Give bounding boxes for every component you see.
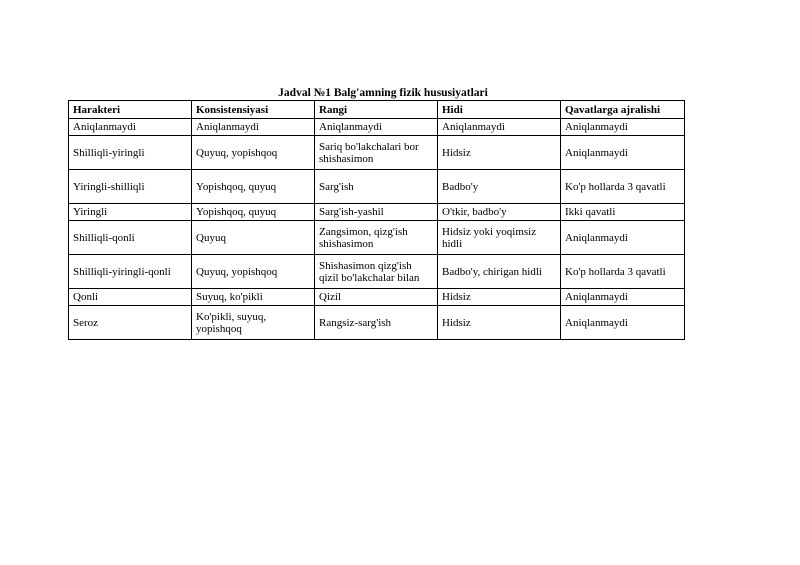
table-cell: Sarg'ish-yashil bbox=[315, 204, 438, 221]
column-header-rangi: Rangi bbox=[315, 101, 438, 119]
table-row bbox=[69, 221, 685, 255]
table-cell: Zangsimon, qizg'ish shishasimon bbox=[315, 221, 438, 255]
table-cell: Aniqlanmaydi bbox=[192, 119, 315, 136]
table-cell: Hidsiz bbox=[438, 306, 561, 340]
column-header-qavatlarga-ajralishi: Qavatlarga ajralishi bbox=[561, 101, 685, 119]
table-header-row bbox=[69, 101, 685, 119]
table-row bbox=[69, 289, 685, 306]
table-cell: Hidsiz yoki yoqimsiz hidli bbox=[438, 221, 561, 255]
table-cell: Yiringli-shilliqli bbox=[69, 170, 192, 204]
table-title: Jadval №1 Balg'amning fizik hususiyatlari bbox=[278, 87, 488, 99]
table-cell: Aniqlanmaydi bbox=[561, 289, 685, 306]
table-row bbox=[69, 136, 685, 170]
table-cell: Sariq bo'lakchalari bor shishasimon bbox=[315, 136, 438, 170]
table-cell: Ko'pikli, suyuq, yopishqoq bbox=[192, 306, 315, 340]
table-cell: Shishasimon qizg'ish qizil bo'lakchalar bilan bbox=[315, 255, 438, 289]
table-row bbox=[69, 204, 685, 221]
table-cell: Aniqlanmaydi bbox=[438, 119, 561, 136]
table-cell: Aniqlanmaydi bbox=[69, 119, 192, 136]
table-row bbox=[69, 119, 685, 136]
table-cell: Sarg'ish bbox=[315, 170, 438, 204]
table-row bbox=[69, 255, 685, 289]
table-cell: Quyuq, yopishqoq bbox=[192, 255, 315, 289]
table-cell: Ko'p hollarda 3 qavatli bbox=[561, 170, 685, 204]
table-row bbox=[69, 306, 685, 340]
table-cell: Ikki qavatli bbox=[561, 204, 685, 221]
table-cell: Qizil bbox=[315, 289, 438, 306]
table-cell: Hidsiz bbox=[438, 289, 561, 306]
table-cell: Yopishqoq, quyuq bbox=[192, 204, 315, 221]
table-cell: Aniqlanmaydi bbox=[561, 306, 685, 340]
table-cell: Quyuq bbox=[192, 221, 315, 255]
table-cell: Shilliqli-yiringli bbox=[69, 136, 192, 170]
table-cell: Shilliqli-yiringli-qonli bbox=[69, 255, 192, 289]
table-cell: Rangsiz-sarg'ish bbox=[315, 306, 438, 340]
table-cell: Ko'p hollarda 3 qavatli bbox=[561, 255, 685, 289]
table-cell: Yopishqoq, quyuq bbox=[192, 170, 315, 204]
column-header-konsistensiyasi: Konsistensiyasi bbox=[192, 101, 315, 119]
table-cell: Shilliqli-qonli bbox=[69, 221, 192, 255]
table-cell: Seroz bbox=[69, 306, 192, 340]
table-cell: Aniqlanmaydi bbox=[561, 136, 685, 170]
table-cell: Badbo'y, chirigan hidli bbox=[438, 255, 561, 289]
table-cell: Aniqlanmaydi bbox=[561, 119, 685, 136]
table-cell: Hidsiz bbox=[438, 136, 561, 170]
table-cell: Quyuq, yopishqoq bbox=[192, 136, 315, 170]
column-header-hidi: Hidi bbox=[438, 101, 561, 119]
table-cell: Qonli bbox=[69, 289, 192, 306]
table-cell: Aniqlanmaydi bbox=[315, 119, 438, 136]
column-header-harakteri: Harakteri bbox=[69, 101, 192, 119]
table-cell: Badbo'y bbox=[438, 170, 561, 204]
table-cell: Suyuq, ko'pikli bbox=[192, 289, 315, 306]
table-cell: Yiringli bbox=[69, 204, 192, 221]
table-cell: O'tkir, badbo'y bbox=[438, 204, 561, 221]
table-cell: Aniqlanmaydi bbox=[561, 221, 685, 255]
table-row bbox=[69, 170, 685, 204]
sputum-properties-table bbox=[68, 100, 685, 340]
